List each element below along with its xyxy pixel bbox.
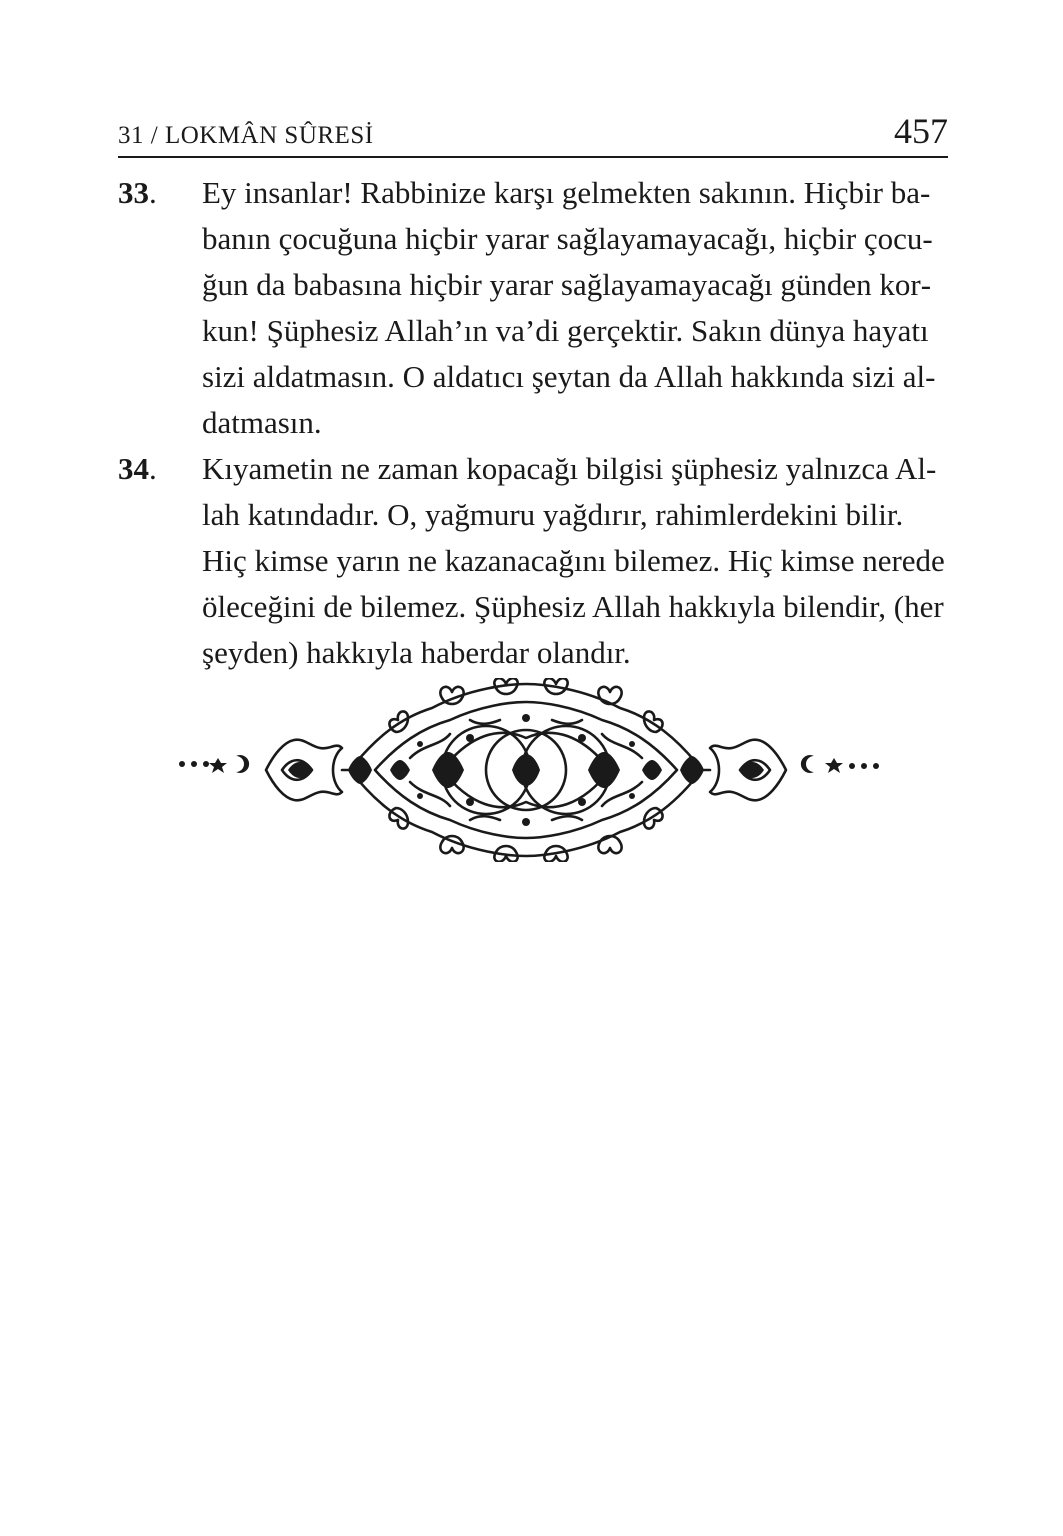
verse-text: Ey insanlar! Rabbinize karşı gelmekten sakının. Hiçbir babanın çocuğuna hiçbir yarar sağlayamayacağı, hiçbir çocuğun da babasına hiçbir yarar sağlayamayacağı günden korkun! Şüphesiz Allah’ın va’di gerçektir. Sakın dünya hayatı sizi aldatmasın. O aldatıcı şeytan da Allah hakkında sizi aldatmasın. [202,175,936,440]
verse [118,446,948,676]
page-header [118,112,948,158]
verse-number: 33. [118,175,157,210]
verse-number: 34. [118,451,157,486]
floral-ornament-icon [170,678,882,862]
page-number: 457 [894,111,948,151]
verse-text: Kıyametin ne zaman kopacağı bilgisi şüphesiz yalnızca Allah katındadır. O, yağmuru yağdırır, rahimlerdekini bilir. Hiç kimse yarın ne kazanacağını bilemez. Hiç kimse nerede öleceğini de bilemez. Şüphesiz Allah hakkıyla bilendir, (her şeyden) hakkıyla haberdar olandır. [202,451,945,670]
running-head: 31 / LOKMÂN SÛRESİ [118,122,374,149]
verse [118,170,948,446]
verse-list [118,170,948,676]
